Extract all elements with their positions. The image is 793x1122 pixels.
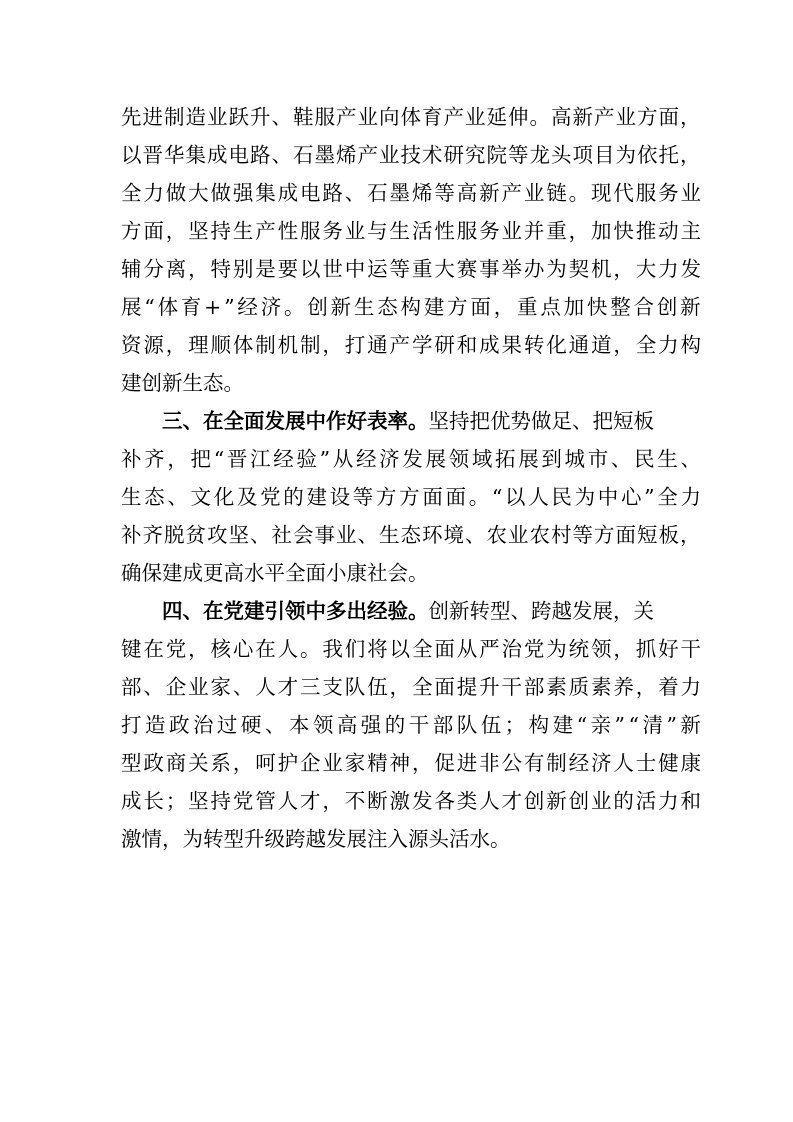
text-line — [121, 820, 701, 858]
text-line-content: 补齐，把“晋江经验”从经济发展领域拓展到城市、民生、 — [121, 447, 704, 471]
text-line — [121, 174, 701, 212]
text-line — [121, 250, 701, 288]
text-line — [121, 212, 701, 250]
text-line — [121, 440, 704, 478]
text-line-content: 部、企业家、人才三支队伍，全面提升干部素质素养，着力 — [121, 675, 703, 699]
text-line-content: 展“体育+”经济。创新生态构建方面，重点加快整合创新 — [121, 295, 704, 319]
text-line — [121, 478, 704, 516]
text-line — [121, 554, 701, 592]
text-line-content: 方面，坚持生产性服务业与生活性服务业并重，加快推动主 — [121, 219, 703, 243]
text-line-content: 型政商关系，呵护企业家精神，促进非公有制经济人士健康 — [121, 751, 703, 775]
section-4-first-line — [121, 592, 701, 630]
text-line — [121, 782, 701, 820]
text-line — [121, 744, 701, 782]
text-line — [121, 706, 705, 744]
text-line — [121, 364, 701, 402]
text-line-content: 先进制造业跃升、鞋服产业向体育产业延伸。高新产业方面， — [121, 105, 702, 129]
text-line-content: 全力做大做强集成电路、石墨烯等高新产业链。现代服务业 — [121, 181, 703, 205]
section-4-heading: 四、在党建引领中多出经验。 — [162, 599, 429, 623]
text-line — [121, 630, 701, 668]
body-text — [121, 98, 705, 858]
text-line — [121, 326, 701, 364]
section-4-lead: 创新转型、跨越发展，关 — [428, 599, 654, 623]
text-line-content: 激情，为转型升级跨越发展注入源头活水。 — [121, 827, 511, 851]
text-line — [121, 288, 704, 326]
text-line-content: 打造政治过硬、本领高强的干部队伍；构建“亲”“清”新 — [121, 713, 705, 737]
text-line-content: 资源，理顺体制机制，打通产学研和成果转化通道，全力构 — [121, 333, 703, 357]
text-line — [121, 668, 701, 706]
section-3-heading: 三、在全面发展中作好表率。 — [162, 409, 429, 433]
text-line-content: 确保建成更高水平全面小康社会。 — [121, 561, 429, 585]
text-line-content: 成长；坚持党管人才，不断激发各类人才创新创业的活力和 — [121, 789, 703, 813]
text-line-content: 生态、文化及党的建设等方方面面。“以人民为中心”全力 — [121, 485, 704, 509]
text-line — [121, 136, 701, 174]
text-line — [121, 98, 701, 136]
section-3-lead: 坚持把优势做足、把短板 — [428, 409, 654, 433]
text-line — [121, 516, 701, 554]
text-line-content: 建创新生态。 — [121, 371, 244, 395]
text-line-content: 补齐脱贫攻坚、社会事业、生态环境、农业农村等方面短板， — [121, 523, 702, 547]
text-line-content: 辅分离，特别是要以世中运等重大赛事举办为契机，大力发 — [121, 257, 703, 281]
text-line-content: 键在党，核心在人。我们将以全面从严治党为统领，抓好干 — [121, 637, 703, 661]
text-line-content: 以晋华集成电路、石墨烯产业技术研究院等龙头项目为依托， — [121, 143, 702, 167]
section-3-first-line — [121, 402, 701, 440]
